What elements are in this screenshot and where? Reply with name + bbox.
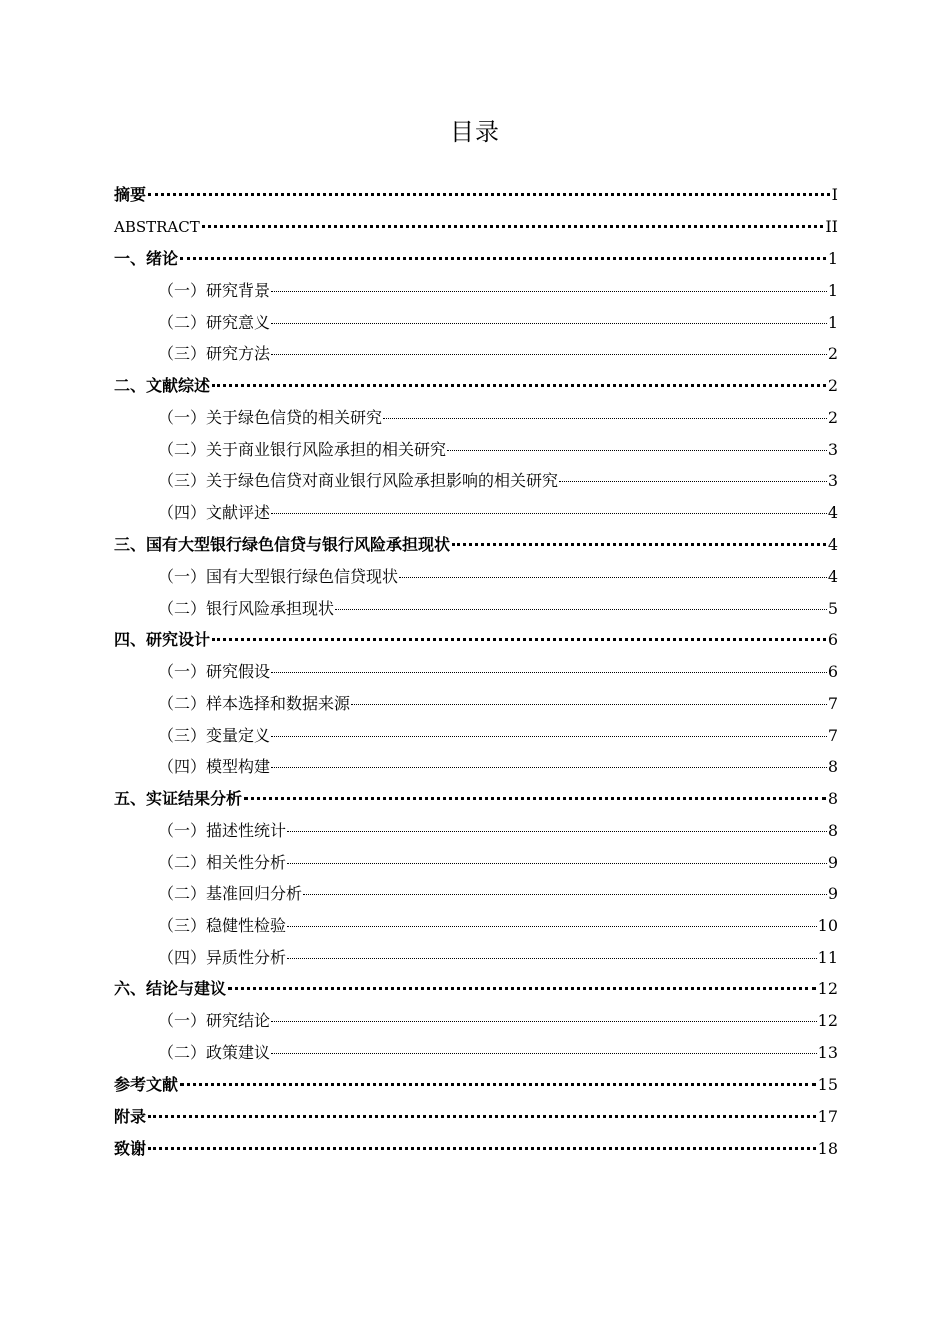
toc-page-number: 4 [827,503,838,523]
toc-page-number: 7 [827,693,838,713]
toc-section-entry[interactable] [114,275,838,307]
toc-chapter-entry[interactable] [114,211,838,243]
toc-dot-leader [271,513,827,514]
toc-page-number: 10 [817,916,838,935]
toc-section-entry[interactable] [114,751,838,783]
toc-page-number: 13 [817,1043,838,1063]
toc-page-number: 12 [817,979,838,999]
toc-section-entry[interactable] [114,942,838,974]
toc-section-entry[interactable] [114,402,838,434]
toc-entry-title: 一、绪论 [114,249,179,268]
toc-entry-title: （一）研究假设 [158,662,271,682]
toc-dot-leader [271,291,827,292]
toc-chapter-entry[interactable] [114,1069,838,1101]
toc-section-entry[interactable] [114,910,838,942]
toc-list [114,179,838,1165]
toc-dot-leader [148,1115,816,1118]
toc-entry-title: （三）研究方法 [158,344,271,364]
toc-entry-title: （一）描述性统计 [158,820,287,840]
toc-dot-leader [212,384,826,387]
toc-page-number: 4 [827,566,838,586]
toc-chapter-entry[interactable] [114,370,838,402]
toc-dot-leader [180,257,826,260]
toc-dot-leader [271,354,827,355]
toc-page-number: 8 [827,788,838,808]
toc-dot-leader [399,577,827,578]
toc-entry-title: （一）国有大型银行绿色信贷现状 [158,566,399,586]
toc-dot-leader [271,736,827,737]
toc-dot-leader [351,704,827,705]
toc-section-entry[interactable] [114,497,838,529]
toc-page-number: 3 [827,439,838,459]
toc-dot-leader [271,672,827,673]
toc-entry-title: 摘要 [114,185,147,204]
toc-dot-leader [287,926,817,927]
toc-dot-leader [383,418,827,419]
toc-entry-title: 致谢 [114,1138,147,1158]
toc-entry-title: 六、结论与建议 [114,979,227,999]
toc-page-number: I [831,185,838,204]
toc-dot-leader [271,323,827,324]
toc-dot-leader [287,831,827,832]
toc-section-entry[interactable] [114,1005,838,1037]
toc-entry-title: （四）模型构建 [158,757,271,777]
toc-dot-leader [228,987,816,990]
toc-chapter-entry[interactable] [114,783,838,815]
toc-section-entry[interactable] [114,434,838,466]
toc-dot-leader [271,1021,817,1022]
toc-entry-title: （四）异质性分析 [158,947,287,967]
toc-page-number: 2 [827,408,838,428]
toc-entry-title: （二）关于商业银行风险承担的相关研究 [158,439,447,459]
toc-page-number: 18 [817,1138,838,1158]
toc-page-number: 3 [827,471,838,491]
toc-dot-leader [244,797,826,800]
toc-chapter-entry[interactable] [114,529,838,561]
toc-section-entry[interactable] [114,720,838,752]
toc-dot-leader [180,1083,816,1086]
toc-page-number: 2 [827,344,838,364]
toc-page-number: 4 [827,534,838,554]
toc-dot-leader [202,225,824,228]
toc-dot-leader [303,894,827,895]
toc-page-number: 12 [817,1011,838,1031]
toc-page-number: 6 [827,662,838,682]
toc-dot-leader [148,193,830,196]
toc-section-entry[interactable] [114,656,838,688]
toc-section-entry[interactable] [114,561,838,593]
toc-entry-title: 四、研究设计 [114,630,211,650]
toc-dot-leader [287,958,817,959]
toc-section-entry[interactable] [114,307,838,339]
toc-chapter-entry[interactable] [114,973,838,1005]
toc-entry-title: （三）稳健性检验 [158,916,287,935]
toc-page-number: 1 [827,249,838,268]
toc-section-entry[interactable] [114,688,838,720]
toc-chapter-entry[interactable] [114,179,838,211]
toc-dot-leader [335,609,827,610]
toc-page-number: 1 [827,312,838,332]
toc-dot-leader [447,450,827,451]
toc-page-number: 17 [817,1106,838,1126]
toc-section-entry[interactable] [114,338,838,370]
toc-section-entry[interactable] [114,465,838,497]
toc-entry-title: 三、国有大型银行绿色信贷与银行风险承担现状 [114,534,451,554]
toc-entry-title: （二）政策建议 [158,1043,271,1063]
toc-entry-title: （二）银行风险承担现状 [158,598,335,618]
toc-page-number: 1 [827,281,838,300]
toc-dot-leader [559,481,827,482]
toc-entry-title: （三）关于绿色信贷对商业银行风险承担影响的相关研究 [158,471,559,491]
toc-entry-title: （三）变量定义 [158,725,271,745]
toc-page-number: 8 [827,820,838,840]
toc-dot-leader [212,638,826,641]
toc-page-number: 9 [827,852,838,872]
toc-entry-title: （一）研究背景 [158,281,271,300]
toc-chapter-entry[interactable] [114,1133,838,1165]
toc-entry-title: （二）样本选择和数据来源 [158,693,351,713]
toc-entry-title: ABSTRACT [114,218,200,236]
toc-entry-title: （二）研究意义 [158,312,271,332]
toc-entry-title: （一）关于绿色信贷的相关研究 [158,408,383,428]
toc-section-entry[interactable] [114,847,838,879]
toc-entry-title: （二）基准回归分析 [158,884,303,904]
toc-title: 目录 [450,118,500,146]
toc-entry-title: （一）研究结论 [158,1011,271,1031]
toc-dot-leader [287,863,827,864]
toc-page-number: 11 [817,947,838,967]
toc-section-entry[interactable] [114,878,838,910]
toc-page-number: 7 [827,725,838,745]
toc-section-entry[interactable] [114,1037,838,1069]
toc-dot-leader [148,1147,816,1150]
toc-chapter-entry[interactable] [114,1101,838,1133]
toc-entry-title: （二）相关性分析 [158,852,287,872]
toc-section-entry[interactable] [114,593,838,625]
toc-entry-title: 五、实证结果分析 [114,788,243,808]
toc-dot-leader [271,767,827,768]
toc-entry-title: （四）文献评述 [158,503,271,523]
toc-section-entry[interactable] [114,815,838,847]
toc-entry-title: 二、文献综述 [114,376,211,396]
toc-page-number: 15 [817,1074,838,1094]
toc-page-number: 2 [827,376,838,396]
toc-page-number: 9 [827,884,838,904]
toc-page-number: 8 [827,757,838,777]
toc-dot-leader [452,543,826,546]
toc-page-number: II [825,217,838,236]
toc-entry-title: 参考文献 [114,1074,179,1094]
toc-entry-title: 附录 [114,1106,147,1126]
toc-chapter-entry[interactable] [114,243,838,275]
toc-chapter-entry[interactable] [114,624,838,656]
toc-page-number: 5 [827,598,838,618]
toc-dot-leader [271,1053,817,1054]
toc-page-number: 6 [827,630,838,650]
